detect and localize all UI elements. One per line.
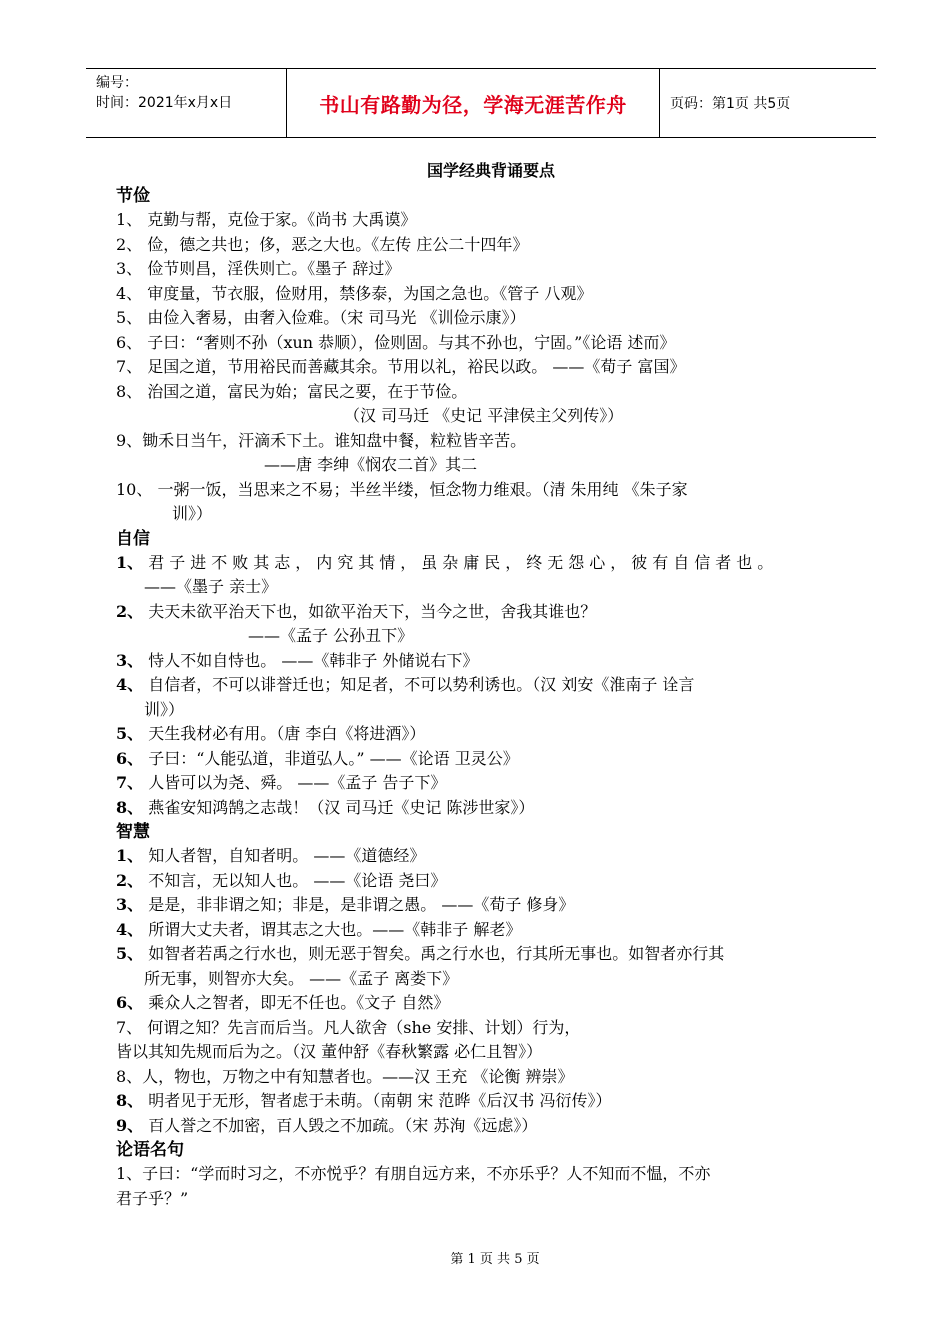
item-number: 1、	[116, 846, 144, 865]
list-item	[116, 1089, 856, 1114]
header-motto: 书山有路勤为径，学海无涯苦作舟	[287, 69, 660, 137]
list-item	[116, 918, 856, 943]
item-number: 8、	[116, 797, 144, 817]
list-item	[116, 747, 856, 772]
item-number: 8、	[116, 1091, 144, 1110]
item-text: 乘众人之智者，即无不任也。《文子 自然》	[148, 993, 450, 1012]
item-text: 如智者若禹之行水也，则无恶于智矣。禹之行水也，行其所无事也。如智者亦行其	[148, 944, 725, 963]
list-item	[116, 869, 856, 894]
list-item	[116, 893, 856, 918]
list-item-source: （汉 司马迁 《史记 平津侯主父列传》）	[344, 406, 624, 425]
list-item	[116, 771, 856, 796]
list-item-continuation: 训》）	[144, 699, 185, 719]
list-item: 6、 子曰：“奢则不孙（xun 恭顺），俭则固。与其不孙也，宁固。”《论语 述而》	[116, 332, 676, 352]
item-text: 夫天未欲平治天下也，如欲平治天下，当今之世，舍我其谁也？	[148, 601, 597, 621]
list-item: 3、 俭节则昌，淫佚则亡。《墨子 辞过》	[116, 259, 401, 278]
list-item: 2、 俭，德之共也；侈，恶之大也。《左传 庄公二十四年》	[116, 234, 529, 254]
section-heading-zixin: 自信	[116, 528, 150, 549]
list-item	[116, 942, 856, 967]
item-number: 7、	[116, 773, 144, 792]
list-item-source: ——唐 李绅《悯农二首》其二	[264, 455, 478, 474]
item-number: 9、	[116, 1115, 144, 1135]
list-item-continuation: 皆以其知先规而后为之。（汉 董仲舒《春秋繁露 必仁且智》）	[116, 1042, 543, 1061]
item-text: 是是，非非谓之知；非是，是非谓之愚。 ——《荀子 修身》	[148, 895, 575, 914]
list-item: 1、 克勤与帮，克俭于家。《尚书 大禹谟》	[116, 210, 417, 229]
item-text: 子曰：“人能弘道，非道弘人。” ——《论语 卫灵公》	[148, 748, 519, 768]
item-number: 5、	[116, 724, 144, 743]
list-item: 4、 审度量，节衣服，俭财用，禁侈泰，为国之急也。《管子 八观》	[116, 283, 593, 303]
list-item	[116, 722, 856, 747]
page-title: 国学经典背诵要点	[426, 161, 555, 180]
header-id-label: 编号：	[96, 75, 138, 91]
item-number: 2、	[116, 601, 144, 621]
list-item-continuation: 训》）	[172, 504, 213, 523]
document-header	[86, 68, 876, 138]
page-footer: 第 1 页 共 5 页	[450, 1252, 540, 1267]
item-text: 恃人不如自恃也。 ——《韩非子 外储说右下》	[148, 650, 479, 670]
item-number: 2、	[116, 870, 144, 890]
item-number: 4、	[116, 675, 144, 694]
list-item: 8、 治国之道，富民为始；富民之要，在于节俭。	[116, 381, 468, 401]
list-item	[116, 673, 856, 698]
item-text: 知人者智，自知者明。 ——《道德经》	[148, 846, 426, 865]
list-item	[116, 844, 856, 869]
list-item-source: ——《墨子 亲士》	[144, 577, 278, 596]
item-text: 自信者，不可以诽誉迁也；知足者，不可以势利诱也。（汉 刘安《淮南子 诠言	[148, 675, 695, 694]
list-item: 10、 一粥一饭，当思来之不易；半丝半缕，恒念物力维艰。（清 朱用纯 《朱子家	[116, 479, 688, 499]
list-item: 1、子曰：“学而时习之，不亦悦乎？有朋自远方来，不亦乐乎？人不知而不愠，不亦	[116, 1164, 711, 1183]
list-item	[116, 991, 856, 1016]
list-item-continuation: 所无事，则智亦大矣。 ——《孟子 离娄下》	[144, 968, 459, 988]
item-text: 明者见于无形，智者虑于未萌。（南朝 宋 范晔《后汉书 冯衍传》）	[148, 1091, 612, 1110]
item-text: 天生我材必有用。（唐 李白《将进酒》）	[148, 724, 426, 743]
list-item	[116, 1114, 856, 1139]
section-heading-zhihui: 智慧	[116, 822, 150, 842]
item-text: 燕雀安知鸿鹄之志哉！（汉 司马迁《史记 陈涉世家》）	[148, 797, 535, 817]
item-text: 所谓大丈夫者，谓其志之大也。——《韩非子 解老》	[148, 919, 522, 939]
list-item	[116, 796, 856, 821]
list-item	[116, 600, 856, 625]
item-text: 人皆可以为尧、舜。 ——《孟子 告子下》	[148, 773, 447, 792]
header-meta	[86, 69, 287, 137]
item-text: 百人誉之不加密，百人毁之不加疏。（宋 苏洵《远虑》）	[148, 1115, 538, 1135]
list-item-source: ——《孟子 公孙丑下》	[248, 626, 414, 645]
list-item: 8、人，物也，万物之中有知慧者也。——汉 王充 《论衡 辨崇》	[116, 1066, 574, 1086]
item-text: 君子进不败其志，内究其情，虽杂庸民，终无怨心，彼有自信者也。	[148, 552, 779, 572]
item-number: 6、	[116, 748, 144, 768]
list-item: 9、锄禾日当午，汗滴禾下土。谁知盘中餐，粒粒皆辛苦。	[116, 430, 527, 450]
item-number: 6、	[116, 993, 144, 1012]
item-number: 1、	[116, 552, 144, 572]
item-number: 3、	[116, 895, 144, 914]
item-number: 4、	[116, 919, 144, 939]
list-item: 7、 何谓之知？先言而后当。凡人欲舍（she 安排、计划）行为，	[116, 1017, 581, 1037]
item-number: 3、	[116, 650, 144, 670]
section-heading-jiejian: 节俭	[116, 186, 150, 206]
list-item	[116, 551, 856, 576]
list-item	[116, 649, 856, 674]
section-heading-lunyu: 论语名句	[116, 1140, 184, 1160]
list-item-continuation: 君子乎？”	[116, 1188, 189, 1208]
document-body	[116, 158, 856, 1211]
list-item: 5、 由俭入奢易，由奢入俭难。（宋 司马光 《训俭示康》）	[116, 308, 526, 327]
item-text: 不知言，无以知人也。 ——《论语 尧曰》	[148, 870, 447, 890]
header-page-info: 页码：第1页 共5页	[670, 96, 791, 112]
header-time-label: 时间：2021年x月x日	[96, 95, 233, 111]
list-item: 7、 足国之道，节用裕民而善藏其余。节用以礼，裕民以政。 ——《荀子 富国》	[116, 357, 686, 376]
item-number: 5、	[116, 944, 144, 963]
